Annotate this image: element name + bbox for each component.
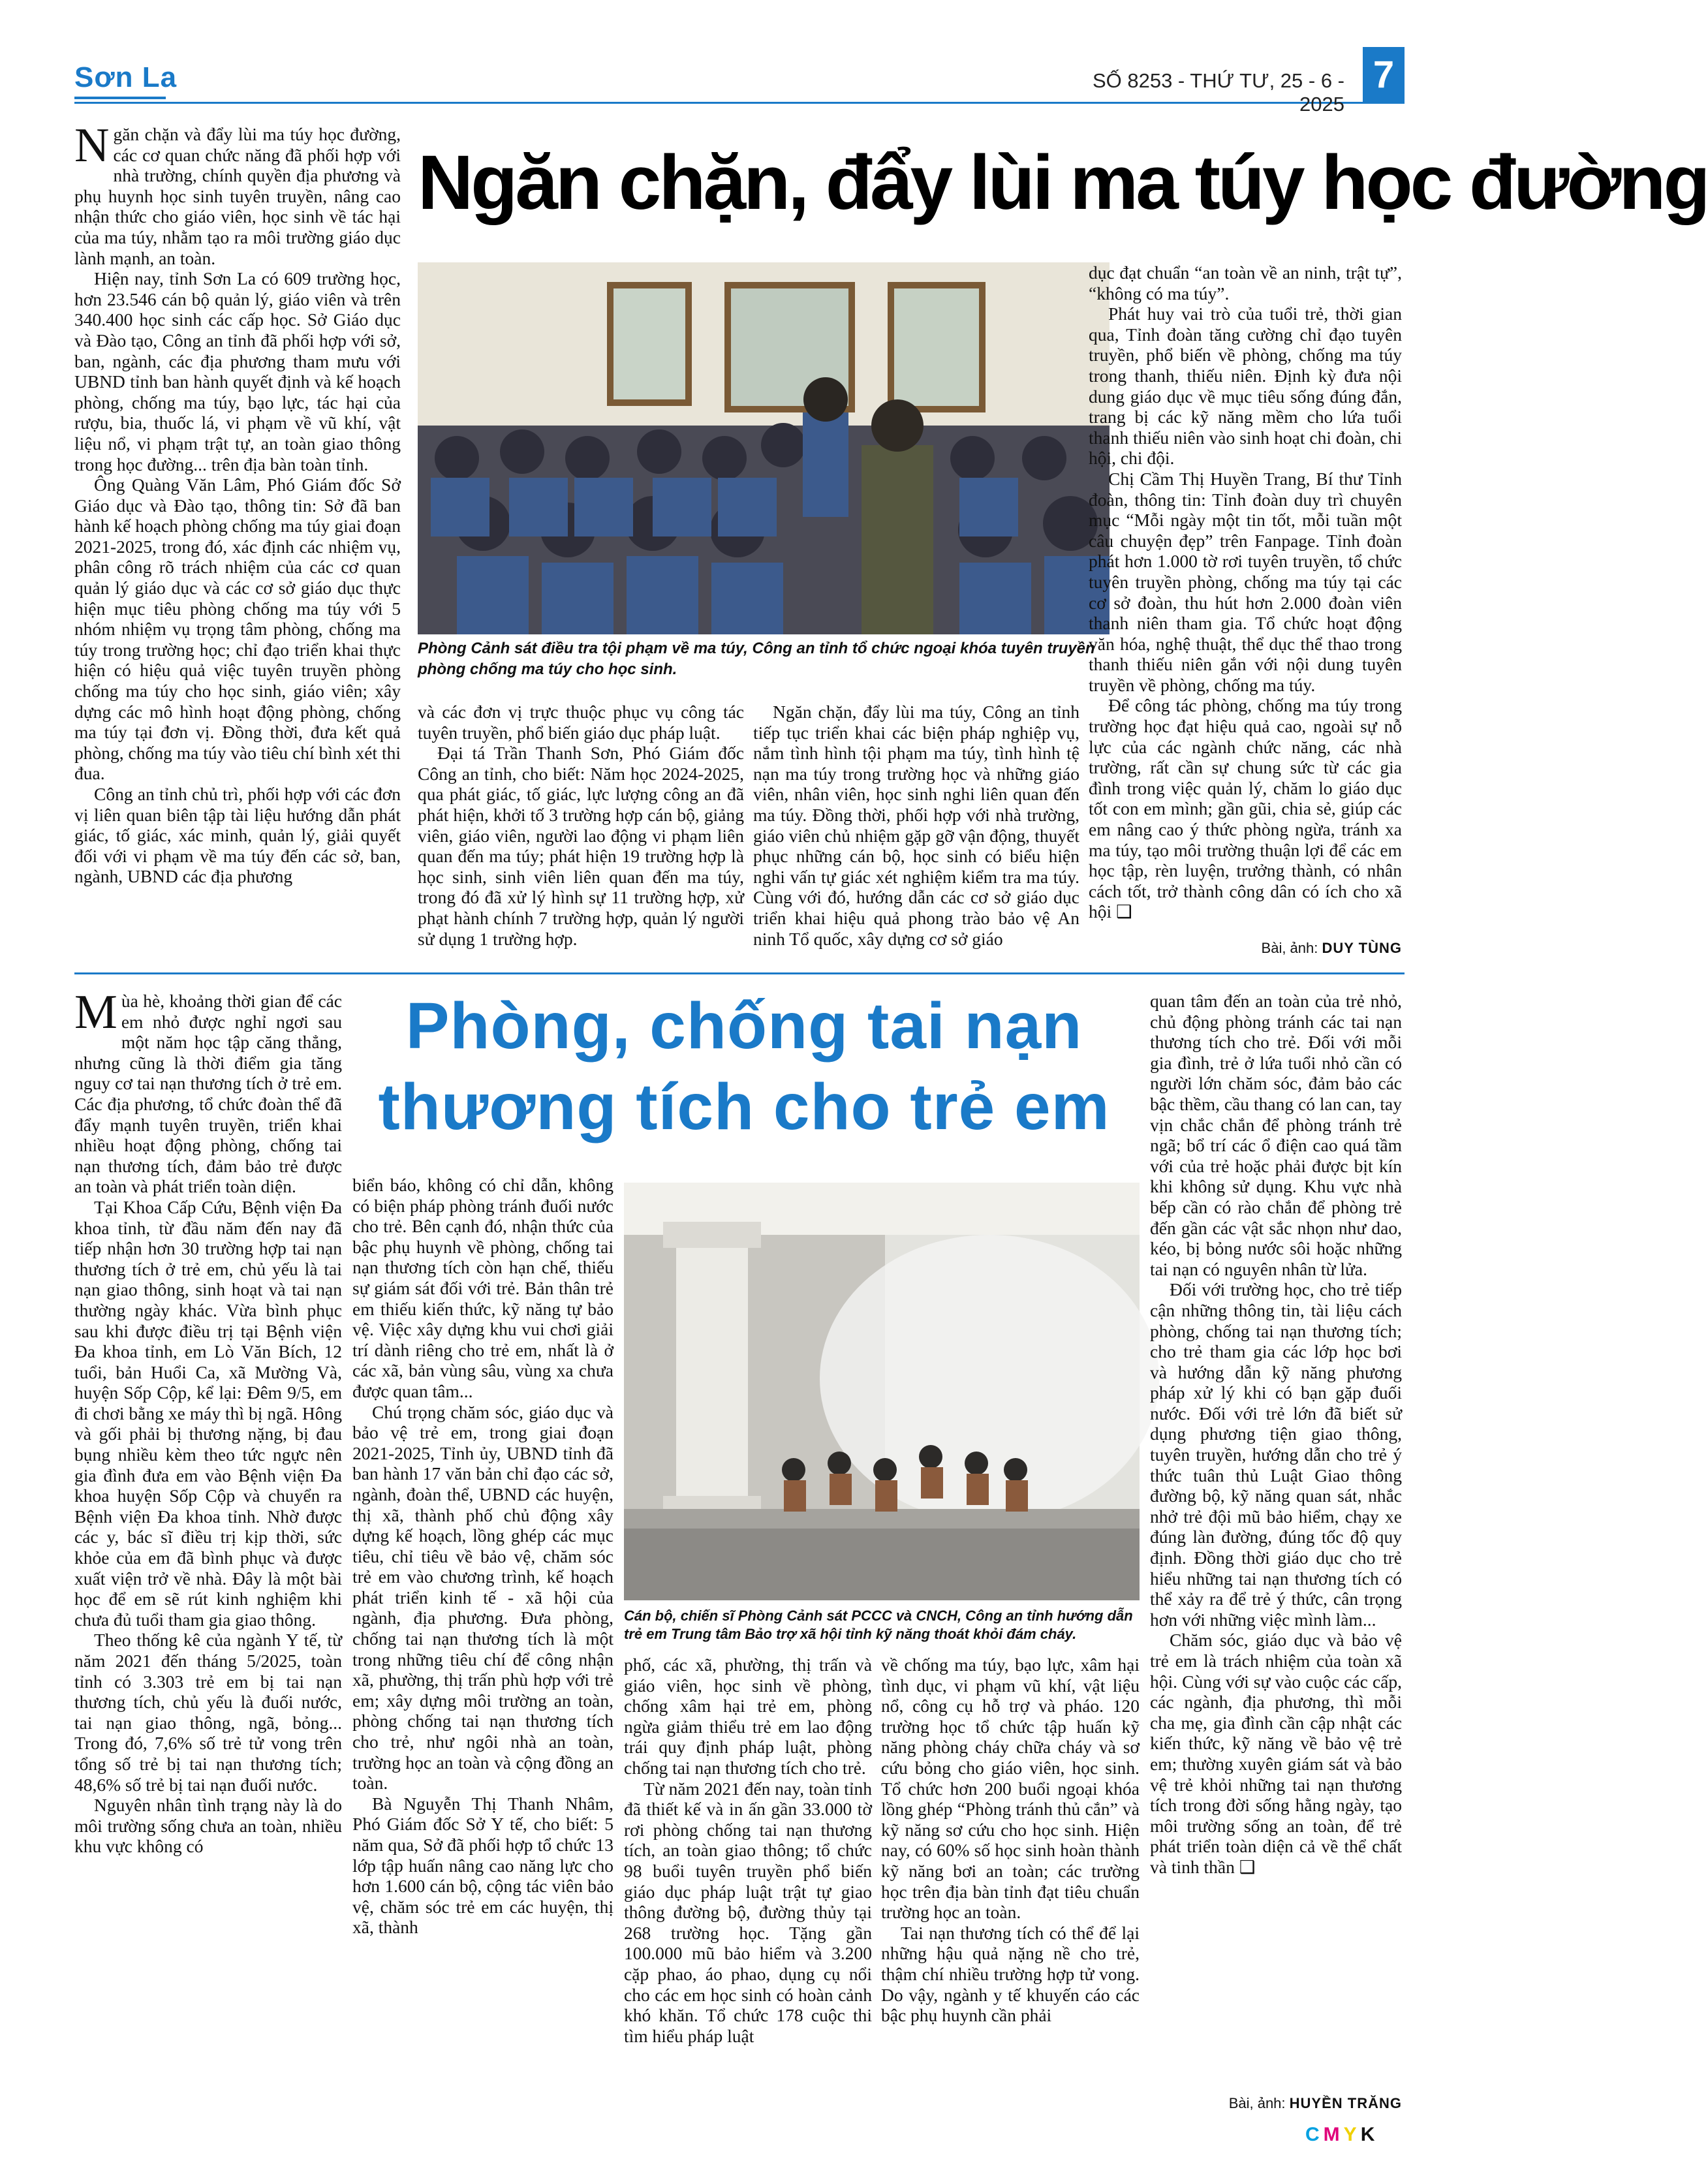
article1-paragraph: dục đạt chuẩn “an toàn về an ninh, trật tự”, “không có ma túy”. xyxy=(1089,262,1402,303)
article2-paragraph: Tai nạn thương tích có thể để lại những hậu quả nặng nề cho trẻ, thậm chí nhiều trường hợp tử vong. Do vậy, ngành y tế khuyến cáo các bậc phụ huynh cần phải xyxy=(881,1922,1140,2026)
article1-paragraph: Đại tá Trần Thanh Sơn, Phó Giám đốc Công an tỉnh, cho biết: Năm học 2024-2025, qua phát giác, tố giác, lực lượng công an đã phát hiện, khởi tố 3 trường hợp cán bộ, giảng viên, giáo viên, người lao động vi phạm liên quan đến ma túy; phát hiện 19 trường hợp là học sinh, sinh viên liên quan đến ma túy, trong đó đã xử lý hình sự 11 trường hợp, xử phạt hành chính 7 trường hợp, quản lý người sử dụng 1 trường hợp. xyxy=(418,743,744,949)
article1-paragraph: và các đơn vị trực thuộc phục vụ công tác tuyên truyền, phổ biến giáo dục pháp luật. xyxy=(418,702,744,743)
article2-headline-line-1: Phòng, chống tai nạn xyxy=(405,989,1083,1063)
byline-prefix: Bài, ảnh: xyxy=(1261,940,1318,956)
article2-paragraph: ùa hè, khoảng thời gian để các em nhỏ được nghỉ ngơi sau một năm học tập căng thẳng, nhưng cũng là thời điểm gia tăng nguy cơ tai nạn thương tích ở trẻ em. Các địa phương, tổ chức đoàn thể đã đẩy mạnh tuyên truyền, triển khai nhiều hoạt động phòng, chống tai nạn thương tích, đảm bảo trẻ được an toàn và phát triển toàn diện. xyxy=(74,991,342,1197)
article2-column-5 xyxy=(1150,991,1402,2094)
cmyk-mark-k: K xyxy=(1360,2124,1379,2145)
article2-photo-caption: Cán bộ, chiến sĩ Phòng Cảnh sát PCCC và CNCH, Công an tỉnh hướng dẫn trẻ em Trung tâm Bảo trợ xã hội tỉnh kỹ năng thoát khỏi đám cháy. xyxy=(624,1608,1133,1642)
article1-photo-caption: Phòng Cảnh sát điều tra tội phạm về ma túy, Công an tỉnh tổ chức ngoại khóa tuyên truyền phòng chống ma túy cho học sinh. xyxy=(418,640,1095,678)
article2-photo xyxy=(624,1183,1140,1600)
article1-paragraph: Hiện nay, tỉnh Sơn La có 609 trường học, hơn 23.546 cán bộ quản lý, giáo viên và trên 340.400 học sinh các cấp học. Sở Giáo dục và Đào tạo, Công an tỉnh đã phối hợp với sở, ban, ngành, các địa phương tham mưu với UBND tỉnh ban hành quyết định và kế hoạch phòng, chống ma túy, bạo lực, tác hại của rượu, bia, thuốc lá, vi phạm về vũ khí, vật liệu nổ, vi phạm trật tự, an toàn giao thông trong học đường... trên địa bàn toàn tỉnh. xyxy=(74,268,401,474)
cmyk-marks xyxy=(1305,2124,1403,2146)
article2-paragraph: Tại Khoa Cấp Cứu, Bệnh viện Đa khoa tỉnh, từ đầu năm đến nay đã tiếp nhận hơn 30 trường hợp tai nạn thương tích ở trẻ em, chủ yếu là tai nạn giao thông, sinh hoạt và tai nạn thường ngày khác. Vừa bình phục sau khi được điều trị tại Bệnh viện Đa khoa tỉnh, em Lò Văn Bích, 12 tuổi, bản Huổi Ca, xã Mường Và, huyện Sốp Cộp, kể lại: Đêm 9/5, em đi chơi bằng xe máy thì bị ngã. Hông và gối phải bị thương nặng, bị đau bụng nhiều kèm theo tức ngực nên gia đình đưa em vào Bệnh viện Đa khoa huyện Sốp Cộp và chuyển ra Bệnh viện Đa khoa tỉnh. Nhờ được các y, bác sĩ điều trị kịp thời, sức khỏe của em đã bình phục và được xuất viện trở về nhà. Đây là một bài học để em sẽ rút kinh nghiệm khi chưa đủ tuổi tham gia giao thông. xyxy=(74,1196,342,1630)
article2-column-3 xyxy=(624,1654,872,2115)
byline-prefix: Bài, ảnh: xyxy=(1228,2095,1286,2111)
article2-paragraph: Chăm sóc, giáo dục và bảo vệ trẻ em là trách nhiệm của toàn xã hội. Cùng với sự vào cuộc các cấp, các ngành, địa phương, thì mỗi cha mẹ, gia đình cần cập nhật các kiến thức, kỹ năng về bảo vệ trẻ em; thường xuyên giám sát và bảo vệ trẻ khỏi những tai nạn thương tích trong đời sống hằng ngày, tạo môi trường sống an toàn, để trẻ phát triển toàn diện cả về thể chất và tinh thần ❑ xyxy=(1150,1630,1402,1877)
page-number-badge xyxy=(1363,47,1405,103)
article2-column-1 xyxy=(74,986,342,2113)
article2-paragraph: Đối với trường học, cho trẻ tiếp cận những thông tin, tài liệu cách phòng, chống tai nạn thương tích; cho trẻ tham gia các lớp học bơi và hướng dẫn kỹ năng phương pháp xử lý khi có bạn gặp đuối nước. Đối với trẻ lớn đã biết sử dụng phương tiện giao thông, tuyên truyền, hướng dẫn cho trẻ ý thức tuân thủ Luật Giao thông đường bộ, kỹ năng quan sát, nhắc nhở trẻ đội mũ bảo hiểm, chạy xe đúng làn đường, đúng tốc độ quy định. Đồng thời giáo dục cho trẻ hiểu những tai nạn thương tích có thể xảy ra để trẻ ý thức, cân trọng hơn với những việc mình làm... xyxy=(1150,1279,1402,1630)
section-name: Sơn La xyxy=(74,61,178,93)
article1-paragraph: Để công tác phòng, chống ma túy trong trường học đạt hiệu quả cao, ngoài sự nỗ lực của các ngành chức năng, các nhà trường, rất cần sự chung sức từ các gia đình trong việc quản lý, chăm lo giáo dục tốt con em mình; gần gũi, chia sẻ, giúp các em nâng cao ý thức phòng ngừa, tránh xa ma túy, tạo môi trường thuận lợi để các em học tập, rèn luyện, trưởng thành, có nhân cách tốt, trở thành công dân có ích cho xã hội ❑ xyxy=(1089,695,1402,922)
byline-author: DUY TÙNG xyxy=(1322,940,1402,956)
article2-column-2 xyxy=(352,1175,613,2115)
article2-paragraph: Nguyên nhân tình trạng này là do môi trường sống chưa an toàn, nhiều khu vực không có xyxy=(74,1795,342,1857)
article2-paragraph: về chống ma túy, bạo lực, xâm hại tình dục, vi phạm vũ khí, vật liệu nổ, công cụ hỗ trợ và pháo. 120 trường học tổ chức tập huấn kỹ năng phòng cháy chữa cháy và sơ cứu bỏng cho giáo viên, học sinh. Tổ chức hơn 200 buổi ngoại khóa lồng ghép “Phòng tránh thủ cắn” và kỹ năng sơ cứu cho học sinh. Hiện nay, có 60% số học sinh hoàn thành kỹ năng bơi an toàn; các trường học trên địa bàn tỉnh đạt tiêu chuẩn trường học an toàn. xyxy=(881,1654,1140,1923)
cmyk-mark-y: Y xyxy=(1343,2124,1361,2145)
article2-headline xyxy=(352,986,1136,1147)
article2-paragraph: quan tâm đến an toàn của trẻ nhỏ, chủ động phòng tránh các tai nạn thương tích cho trẻ. Đối với mỗi gia đình, trẻ ở lứa tuổi nhỏ cần có người lớn chăm sóc, đảm bảo các bậc thềm, cầu thang có lan can, tay vịn chắc chắn để phòng tránh trẻ ngã; bổ trí các ổ điện cao quá tầm với của trẻ hoặc phải được bịt kín khi không sử dụng. Khu vực nhà bếp cần có rào chắn để phòng trẻ đến gần các vật sắc nhọn như dao, kéo, bị bỏng nước sôi hoặc những tai nạn có nguyên nhân từ lửa. xyxy=(1150,991,1402,1279)
article2-column-4 xyxy=(881,1654,1140,2115)
byline-author: HUYỀN TRĂNG xyxy=(1289,2095,1402,2111)
article-divider xyxy=(74,972,1405,974)
article1-column-1 xyxy=(74,119,401,959)
article2-paragraph: biển báo, không có chỉ dẫn, không có biện pháp phòng tránh đuối nước cho trẻ. Bên cạnh đó, nhận thức của bậc phụ huynh về phòng, chống tai nạn thương tích còn hạn chế, thiếu sự giám sát đối với trẻ. Bản thân trẻ em thiếu kiến thức, kỹ năng tự bảo vệ. Việc xây dựng khu vui chơi giải trí dành riêng cho trẻ em, nhất là ở các xã, bản vùng sâu, vùng xa chưa được quan tâm... xyxy=(352,1175,613,1401)
article2-paragraph: Theo thống kê của ngành Y tế, từ năm 2021 đến tháng 5/2025, toàn tỉnh có 3.303 trẻ em bị tai nạn thương tích, chủ yếu là đuối nước, tai nạn giao thông, ngã, bỏng... Trong đó, 7,6% số trẻ tử vong trên tổng số trẻ bị tai nạn thương tích; 48,6% số trẻ bị tai nạn đuối nước. xyxy=(74,1630,342,1795)
article1-column-4 xyxy=(1089,262,1402,935)
article1-headline: Ngăn chặn, đẩy lùi ma túy học đường xyxy=(418,140,1708,226)
cmyk-mark-c: C xyxy=(1305,2124,1324,2145)
page-header xyxy=(0,0,1478,116)
article2-byline xyxy=(1150,2095,1402,2112)
section-underline xyxy=(74,97,166,99)
dropcap: M xyxy=(74,986,117,1039)
article1-column-2 xyxy=(418,702,744,959)
article1-photo xyxy=(418,262,1110,634)
article1-paragraph: Phát huy vai trò của tuổi trẻ, thời gian qua, Tỉnh đoàn tăng cường chỉ đạo tuyên truyền, phổ biến về phòng, chống ma túy trong thanh, thiếu niên. Định kỳ đưa nội dung giáo dục về mục tiêu sống đúng đắn, trang bị các kỹ năng mềm cho lứa tuổi thanh thiếu niên vào sinh hoạt chi đoàn, chi hội, chi đội. xyxy=(1089,303,1402,469)
article1-paragraph: Ngăn chặn, đẩy lùi ma túy, Công an tỉnh tiếp tục triển khai các biện pháp nghiệp vụ, nắm tình hình tội phạm ma túy, tình hình tệ nạn ma túy trong trường học và những giáo viên, nhân viên, học sinh nghi liên quan đến ma túy. Đồng thời, phối hợp với nhà trường, giáo viên chủ nhiệm gặp gỡ vận động, thuyết phục những cán bộ, học sinh có biểu hiện nghi vấn tự giác xét nghiệm kiểm tra ma túy. Cùng với đó, hướng dẫn các cơ sở giáo dục triển khai hiệu quả phong trào bảo vệ An ninh Tổ quốc, xây dựng cơ sở giáo xyxy=(753,702,1079,949)
article2-paragraph: Từ năm 2021 đến nay, toàn tỉnh đã thiết kế và in ấn gần 33.000 tờ rơi phòng chống tai nạn thương tích, an toàn giao thông; tổ chức 98 buổi tuyên truyền phổ biến giáo dục pháp luật trật tự giao thông đường bộ, đường thủy tại 268 trường học. Tặng gần 100.000 mũ bảo hiểm và 3.200 cặp phao, áo phao, dụng cụ nổi cho các em học sinh có hoàn cảnh khó khăn. Tổ chức 178 cuộc thi tìm hiểu pháp luật xyxy=(624,1778,872,2046)
article2-paragraph: Chú trọng chăm sóc, giáo dục và bảo vệ trẻ em, trong giai đoạn 2021-2025, Tỉnh ủy, UBND tỉnh đã ban hành 17 văn bản chỉ đạo các sở, ngành, đoàn thể, UBND các huyện, thị xã, thành phố chủ động xây dựng kế hoạch, lồng ghép các mục tiêu, chỉ tiêu về bảo vệ, chăm sóc trẻ em vào chương trình, kế hoạch phát triển kinh tế - xã hội của ngành, địa phương. Đưa phòng, chống tai nạn thương tích là một trong những tiêu chí để công nhận xã, phường, thị trấn phù hợp với trẻ em; xây dựng môi trường an toàn, phòng chống tai nạn thương tích cho trẻ, như ngôi nhà an toàn, trường học an toàn và cộng đồng an toàn. xyxy=(352,1401,613,1794)
classroom-photo xyxy=(418,262,1110,634)
article1-column-3 xyxy=(753,702,1079,959)
article1-paragraph: găn chặn và đẩy lùi ma túy học đường, các cơ quan chức năng đã phối hợp với nhà trường, chính quyền địa phương và phụ huynh học sinh tuyên truyền, nâng cao nhận thức cho giáo viên, học sinh về tác hại của ma túy, nhằm tạo ra môi trường giáo dục lành mạnh, an toàn. xyxy=(74,124,401,268)
fire-drill-photo xyxy=(624,1183,1140,1600)
issue-info: SỐ 8253 - THỨ TƯ, 25 - 6 - 2025 xyxy=(1092,69,1344,116)
article1-paragraph: Công an tỉnh chủ trì, phối hợp với các đơn vị liên quan biên tập tài liệu hướng dẫn phát giác, tố giác, xác minh, quản lý, giải quyết đối với vi phạm về ma túy đến các sở, ban, ngành, UBND các địa phương xyxy=(74,784,401,887)
article2-paragraph: Bà Nguyễn Thị Thanh Nhâm, Phó Giám đốc Sở Y tế, cho biết: 5 năm qua, Sở đã phối hợp tổ chức 13 lớp tập huấn nâng cao năng lực cho hơn 1.600 cán bộ, cộng tác viên bảo vệ, chăm sóc trẻ em các huyện, thị xã, thành xyxy=(352,1793,613,1938)
article1-byline xyxy=(1089,940,1402,957)
article2-paragraph: phố, các xã, phường, thị trấn và giáo viên, học sinh về phòng, chống xâm hại trẻ em, phòng ngừa giảm thiểu trẻ em lao động trái quy định pháp luật, phòng chống tai nạn thương tích cho trẻ. xyxy=(624,1654,872,1778)
article1-paragraph: Chị Cầm Thị Huyền Trang, Bí thư Tỉnh đoàn, thông tin: Tỉnh đoàn duy trì chuyên mục “Mỗi ngày một tin tốt, mỗi tuần một câu chuyện đẹp” trên Fanpage. Tỉnh đoàn phát hơn 1.000 tờ rơi tuyên truyền, tổ chức tuyên truyền phòng, chống ma túy tại các cơ sở đoàn, thu hút hơn 2.000 đoàn viên thanh niên tham gia. Tổ chức hoạt động văn hóa, nghệ thuật, thể dục thể thao trong thanh thiếu niên gắn với nội dung tuyên truyền về phòng, chống ma túy. xyxy=(1089,468,1402,695)
cmyk-mark-m: M xyxy=(1323,2124,1344,2145)
page-number: 7 xyxy=(1373,54,1395,96)
dropcap: N xyxy=(74,119,110,172)
article1-paragraph: Ông Quàng Văn Lâm, Phó Giám đốc Sở Giáo dục và Đào tạo, thông tin: Sở đã ban hành kế hoạch phòng chống ma túy giai đoạn 2021-2025, trong đó, xác định các nhiệm vụ, phân công rõ trách nhiệm của các cơ quan quản lý giáo dục và các cơ sở giáo dục thực hiện mục tiêu phòng chống ma túy với 5 nhóm nhiệm vụ trọng tâm phòng, chống ma túy trong trường học; chỉ đạo triển khai thực hiện có hiệu quả việc tuyên truyền phòng chống ma túy cho học sinh, giáo viên; xây dựng các mô hình hoạt động phòng, chống ma túy tại đơn vị. Đồng thời, đưa kết quả phòng, chống ma túy vào tiêu chí bình xét thi đua. xyxy=(74,474,401,784)
article2-headline-line-2: thương tích cho trẻ em xyxy=(378,1070,1110,1143)
